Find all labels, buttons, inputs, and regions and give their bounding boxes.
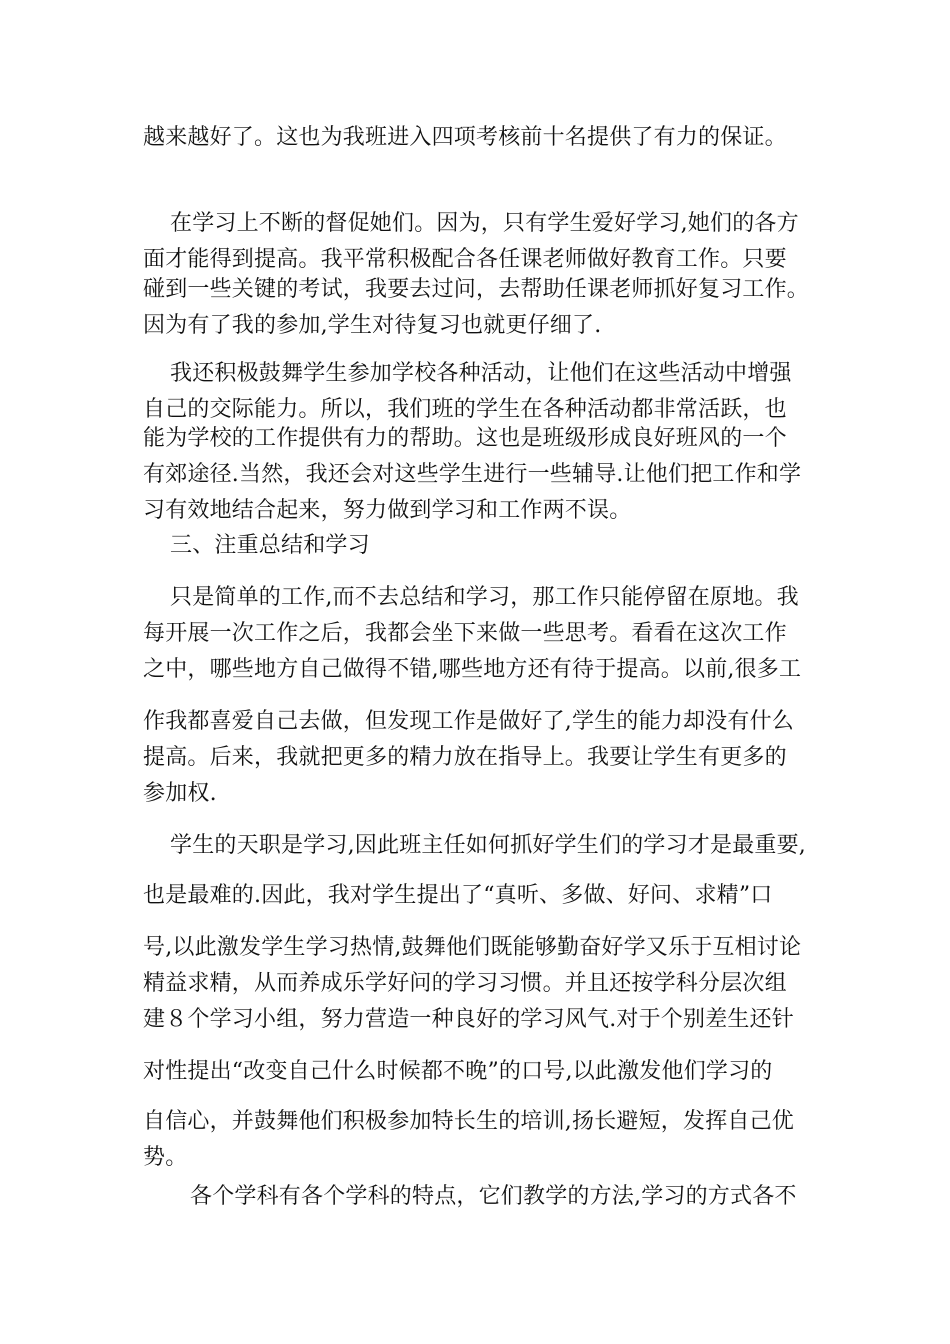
text-line: 在学习上不断的督促她们。因为，只有学生爱好学习,她们的各方: [170, 211, 799, 236]
text-line: 习有效地结合起来，努力做到学习和工作两不误。: [143, 498, 632, 523]
text-line: 能为学校的工作提供有力的帮助。这也是班级形成良好班风的一个: [143, 426, 787, 451]
text-line: 作我都喜爱自己去做，但发现工作是做好了,学生的能力却没有什么: [143, 709, 794, 734]
section-heading: 三、注重总结和学习: [170, 533, 370, 558]
text-line: 号,以此激发学生学习热情,鼓舞他们既能够勤奋好学又乐于互相讨论: [143, 935, 802, 960]
text-line: 参加权.: [143, 781, 217, 806]
text-line: 对性提出“改变自己什么时候都不晚”的口号,以此激发他们学习的: [143, 1059, 773, 1084]
text-line: 学生的天职是学习,因此班主任如何抓好学生们的学习才是最重要,: [170, 833, 806, 858]
text-line: 只是简单的工作,而不去总结和学习，那工作只能停留在原地。我: [170, 585, 799, 610]
text-line: 因为有了我的参加,学生对待复习也就更仔细了.: [143, 313, 602, 338]
text-line: 势。: [143, 1145, 188, 1170]
text-line: 自信心，并鼓舞他们积极参加特长生的培训,扬长避短，发挥自己优: [143, 1109, 794, 1134]
text-line: 建８个学习小组，努力营造一种良好的学习风气.对于个别差生还针: [143, 1007, 794, 1032]
text-line: 各个学科有各个学科的特点，它们教学的方法,学习的方式各不: [190, 1184, 797, 1209]
text-line: 之中，哪些地方自己做得不错,哪些地方还有待于提高。以前,很多工: [143, 657, 802, 682]
text-line: 碰到一些关键的考试，我要去过问，去帮助任课老师抓好复习工作。: [143, 277, 810, 302]
text-line: 面才能得到提高。我平常积极配合各任课老师做好教育工作。只要: [143, 247, 787, 272]
text-line: 我还积极鼓舞学生参加学校各种活动，让他们在这些活动中增强: [170, 361, 792, 386]
text-line: 提高。后来，我就把更多的精力放在指导上。我要让学生有更多的: [143, 745, 787, 770]
text-line: 每开展一次工作之后，我都会坐下来做一些思考。看看在这次工作: [143, 621, 787, 646]
text-line: 有郊途径.当然，我还会对这些学生进行一些辅导.让他们把工作和学: [143, 462, 802, 487]
text-line: 越来越好了。这也为我班进入四项考核前十名提供了有力的保证。: [143, 125, 787, 150]
text-line: 也是最难的.因此，我对学生提出了“真听、多做、好问、求精”口: [143, 883, 773, 908]
text-line: 精益求精，从而养成乐学好问的学习习惯。并且还按学科分层次组: [143, 971, 787, 996]
text-line: 自己的交际能力。所以，我们班的学生在各种活动都非常活跃，也: [143, 397, 787, 422]
